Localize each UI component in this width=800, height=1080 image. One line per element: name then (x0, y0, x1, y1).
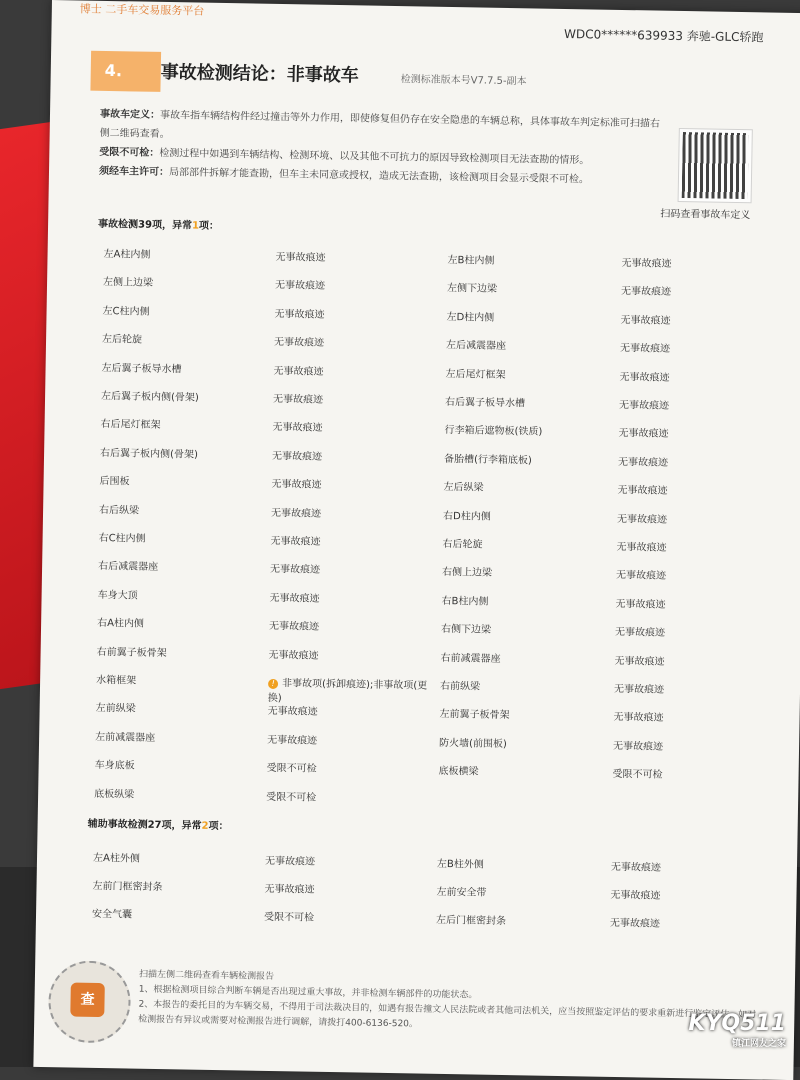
item-name-text: 左后纵梁 (443, 482, 484, 494)
item-result (616, 566, 666, 582)
abnormal-count: 1 (191, 220, 200, 232)
item-result (269, 617, 429, 635)
item-result-text: 无事故痕迹 (271, 450, 323, 463)
item-name (98, 586, 138, 602)
item-name (446, 336, 506, 352)
item-name-text: 安全气囊 (91, 908, 133, 921)
item-name-text: 左前门框密封条 (92, 880, 163, 894)
item-name-text: 右前纵梁 (439, 680, 481, 693)
item-result (265, 852, 425, 870)
item-result-text: 无事故痕迹 (613, 712, 664, 725)
definition-text: 检测过程中如遇到车辆结构、检测环境、以及其他不可抗力的原因导致检测项目无法查勘的情形。 (159, 147, 590, 167)
item-result (610, 914, 660, 930)
item-result (611, 858, 661, 874)
item-name (100, 444, 198, 461)
item-name-text: 左侧下边梁 (446, 283, 498, 296)
item-result-text: 无事故痕迹 (616, 541, 667, 554)
item-result (621, 254, 671, 270)
definition-text: 事故车指车辆结构件经过撞击等外力作用，即使修复但仍存在安全隐患的车辆总称，具体事故车判定标准可扫描右侧二维码查看。 (99, 109, 661, 141)
item-name (101, 359, 181, 375)
item-name-text: 左后减震器座 (445, 340, 507, 353)
item-name-text: 左A柱外侧 (92, 852, 140, 865)
item-name-text: 右B柱内侧 (441, 595, 489, 608)
item-name-text: 左后轮旋 (101, 334, 143, 346)
section-header (90, 51, 800, 104)
item-result (269, 645, 429, 663)
item-result-text: 无事故痕迹 (613, 683, 665, 696)
item-result (264, 908, 424, 926)
item-name-text: 水箱框架 (96, 674, 137, 687)
item-name (103, 245, 150, 261)
item-name-text: 车身底板 (94, 760, 135, 772)
item-result (614, 680, 664, 696)
item-name (97, 642, 167, 658)
item-result (267, 759, 427, 777)
item-result (273, 362, 433, 380)
item-result (274, 333, 434, 351)
item-result-text: 无事故痕迹 (620, 286, 672, 299)
item-result (615, 623, 665, 639)
item-name (96, 671, 136, 687)
item-name-text: 右侧下边梁 (440, 624, 492, 636)
item-name-text: 右前减震器座 (440, 652, 501, 665)
footer-line: 2、本报告的委托目的为车辆交易，不得用于司法裁决目的，如遇有报告撞文人民法院或者其他司法机关，应当按照鉴定评估的要求重新进行鉴定评估，如对检测报告有异议或需要对检测报告进行调解，请拨打400-6136-520。 (138, 999, 757, 1030)
item-name-text: 右前翼子板骨架 (96, 646, 167, 659)
item-name-text: 左侧上边梁 (102, 277, 154, 290)
warning-icon: ! (268, 679, 278, 689)
item-result-text: 无事故痕迹 (272, 422, 323, 435)
item-result-text: 无事故痕迹 (264, 883, 315, 896)
item-result-text: 无事故痕迹 (272, 393, 324, 406)
item-name-text: 左D柱内侧 (446, 311, 495, 324)
item-result-text: 无事故痕迹 (610, 861, 662, 874)
qr-caption: 扫码查看事故车定义 (660, 208, 751, 222)
item-name-text: 左前纵梁 (95, 703, 136, 715)
watermark-sub: 镇江网友之家 (731, 1039, 786, 1049)
item-result (270, 532, 430, 550)
item-name-text: 左前翼子板骨架 (439, 709, 510, 722)
item-name-text: 右后轮旋 (442, 538, 483, 551)
report-sheet (33, 0, 800, 1080)
item-name-text: 右后减震器座 (98, 561, 159, 574)
item-name-text: 左前安全带 (436, 886, 487, 899)
item-name (443, 478, 483, 494)
item-result-text: 无事故痕迹 (614, 627, 666, 639)
item-name (443, 506, 491, 522)
item-name-text: 后围板 (99, 476, 130, 488)
item-result-text: 无事故痕迹 (269, 621, 320, 633)
item-name-text: 右后尾灯框架 (100, 419, 161, 432)
item-result (271, 503, 431, 521)
item-name (92, 905, 132, 921)
group-title-suffix: 项： (208, 820, 229, 833)
item-result (618, 424, 668, 440)
item-name (436, 883, 486, 899)
item-result-text: 无事故痕迹 (273, 365, 324, 378)
group-title-text: 事故检测39项，异常 (97, 218, 193, 232)
item-name-text: 防火墙(前围板) (438, 737, 507, 750)
item-name-text: 行李箱后遮物板(铁质) (444, 425, 543, 439)
item-result-text: 无事故痕迹 (274, 308, 325, 321)
footer-line: 1、根据检测项目综合判断车辆是否出现过重大事故，并非检测车辆部件的功能状态。 (138, 984, 478, 1001)
item-name (100, 415, 160, 431)
standard-version: 检测标准版本号V7.7.5-副本 (400, 74, 527, 88)
item-result (620, 339, 670, 355)
item-result (613, 737, 663, 753)
auxiliary-check-title (88, 815, 229, 832)
item-result-text: 无事故痕迹 (617, 456, 669, 469)
group-title-text: 辅助事故检测27项，异常 (87, 818, 202, 832)
item-result-text: 无事故痕迹 (616, 513, 668, 526)
item-name (93, 849, 140, 865)
item-result-text: 受限不可检 (612, 769, 663, 781)
item-result-text: 受限不可检 (266, 763, 317, 775)
item-name-text: 底板纵梁 (94, 788, 135, 801)
item-name-text: 车身大顶 (97, 589, 138, 602)
item-result (621, 282, 671, 298)
item-name (102, 330, 142, 346)
item-name-text: 左B柱外侧 (436, 858, 484, 871)
item-name (439, 734, 507, 750)
item-result-text: 无事故痕迹 (620, 314, 671, 327)
item-name-text: 右D柱内侧 (442, 510, 491, 523)
accident-check-title (98, 215, 219, 232)
item-result (272, 447, 432, 465)
section-number: 4. (90, 51, 161, 92)
item-name-text: 右后翼子板内侧(骨架) (100, 447, 198, 461)
item-name (92, 877, 162, 893)
item-result (271, 475, 431, 493)
item-result (617, 510, 667, 526)
item-name (444, 450, 532, 467)
item-name (103, 273, 153, 289)
item-name (100, 472, 130, 488)
item-name-text: 左后尾灯框架 (445, 368, 506, 381)
item-name (98, 557, 158, 573)
item-result-text: 无事故痕迹 (618, 428, 669, 441)
item-result (610, 886, 660, 902)
item-name (99, 529, 146, 545)
item-name-text: 左前减震器座 (95, 731, 156, 744)
item-result-text: 受限不可检 (263, 911, 315, 924)
item-result (619, 396, 669, 412)
item-name (438, 762, 478, 778)
vin-model: WDC0******639933 奔驰-GLC轿跑 (563, 26, 764, 45)
section-title: 事故检测结论：非事故车 (160, 61, 359, 87)
item-result (273, 390, 433, 408)
item-name (440, 677, 480, 693)
item-name (442, 563, 492, 579)
brand-text: 博士 二手车交易服务平台 (79, 2, 205, 18)
item-name (441, 592, 488, 608)
item-result (275, 276, 435, 294)
item-result-text: 受限不可检 (266, 791, 317, 804)
item-result-text: 无事故痕迹 (617, 485, 668, 498)
item-name (101, 387, 199, 404)
item-name (94, 784, 134, 800)
item-result-text: 非事故项(拆卸痕迹);非事故项(更换) (267, 678, 428, 705)
item-result-text: 无事故痕迹 (619, 371, 670, 384)
item-name (445, 365, 505, 381)
item-name (439, 705, 509, 721)
watermark-main: KYQ511 (688, 1011, 786, 1036)
item-name (440, 648, 500, 664)
item-result-text: 无事故痕迹 (612, 740, 664, 753)
item-result (613, 708, 663, 724)
item-result-text: 无事故痕迹 (267, 734, 318, 747)
group-title-suffix: 项： (198, 220, 220, 232)
item-name-text: 底板横梁 (438, 766, 479, 778)
definition-text: 局部部件拆解才能查勘，但车主未同意或授权，造成无法查勘，该检测项目会显示受限不可检。 (168, 167, 590, 186)
item-name-text: 右后翼子板导水槽 (444, 396, 526, 410)
item-result-text: 无事故痕迹 (275, 251, 326, 264)
item-name (96, 699, 136, 715)
item-name-text: 右侧上边梁 (441, 567, 493, 580)
item-result-text: 无事故痕迹 (267, 706, 318, 719)
item-result-text: 无事故痕迹 (618, 399, 670, 412)
item-result-text: 无事故痕迹 (270, 535, 321, 548)
item-name-text: 左B柱内侧 (447, 254, 495, 267)
item-result-text: 无事故痕迹 (268, 649, 319, 662)
item-result-text: 无事故痕迹 (274, 280, 326, 293)
item-result-text: 无事故痕迹 (621, 257, 672, 270)
item-result (616, 538, 666, 554)
abnormal-count: 2 (201, 820, 209, 832)
item-name (437, 855, 484, 871)
item-result-text: 无事故痕迹 (609, 917, 661, 930)
item-result (614, 652, 664, 668)
item-name (444, 421, 542, 438)
item-name (436, 911, 506, 927)
item-result (620, 311, 670, 327)
footer-notes (138, 968, 759, 1039)
item-result (266, 787, 426, 805)
item-result (264, 880, 424, 898)
item-result-text: 无事故痕迹 (614, 655, 665, 668)
item-result-text: 无事故痕迹 (271, 479, 322, 491)
item-result (619, 368, 669, 384)
definitions (99, 105, 660, 191)
item-result (275, 248, 435, 266)
definition-label: 事故车定义： (99, 108, 161, 121)
brand-logo: 查 (70, 982, 105, 1017)
item-result (269, 589, 429, 607)
item-name-text: 左C柱内侧 (102, 305, 150, 318)
footer-line: 扫描左侧二维码查看车辆检测报告 (138, 969, 275, 983)
item-result (612, 765, 662, 781)
definition-label: 须经车主许可： (98, 165, 170, 179)
item-name-text: 右C柱内侧 (98, 532, 146, 545)
item-name (99, 500, 139, 516)
item-name-text: 左A柱内侧 (103, 248, 151, 261)
item-result-text: 无事故痕迹 (270, 507, 322, 520)
item-name (95, 728, 155, 744)
item-name-text: 右后纵梁 (99, 504, 140, 517)
item-result (267, 731, 427, 749)
item-result (268, 702, 428, 720)
item-name (447, 251, 494, 267)
item-result (618, 453, 668, 469)
item-name (102, 302, 149, 318)
item-name (95, 756, 135, 772)
item-name-text: 左后门框密封条 (435, 914, 507, 928)
item-result (274, 305, 434, 323)
item-result-text: 无事故痕迹 (269, 564, 321, 577)
item-name (441, 620, 491, 636)
item-result-text: 无事故痕迹 (615, 570, 667, 583)
item-name (447, 279, 497, 295)
item-name-text: 左后翼子板内侧(骨架) (100, 390, 199, 404)
definition-label: 受限不可检： (99, 146, 160, 159)
item-result-text: 无事故痕迹 (619, 343, 671, 356)
watermark (688, 1011, 786, 1049)
item-result-text: 无事故痕迹 (264, 855, 316, 868)
item-result-text: 无事故痕迹 (615, 598, 666, 611)
report-header (51, 0, 800, 57)
item-name-text: 左后翼子板导水槽 (101, 362, 182, 375)
item-result-text: 无事故痕迹 (610, 889, 661, 902)
item-name (442, 535, 482, 551)
item-result-text: 无事故痕迹 (269, 592, 320, 605)
item-result (272, 418, 432, 436)
item-result (270, 560, 430, 578)
item-name-text: 右A柱内侧 (97, 618, 145, 630)
item-result (615, 595, 665, 611)
item-name (446, 308, 494, 324)
item-name-text: 备胎槽(行李箱底板) (443, 453, 532, 467)
qr-code[interactable] (679, 129, 752, 202)
item-name (97, 614, 144, 630)
item-name (445, 393, 525, 409)
item-result-text: 无事故痕迹 (273, 337, 325, 349)
item-result (617, 481, 667, 497)
